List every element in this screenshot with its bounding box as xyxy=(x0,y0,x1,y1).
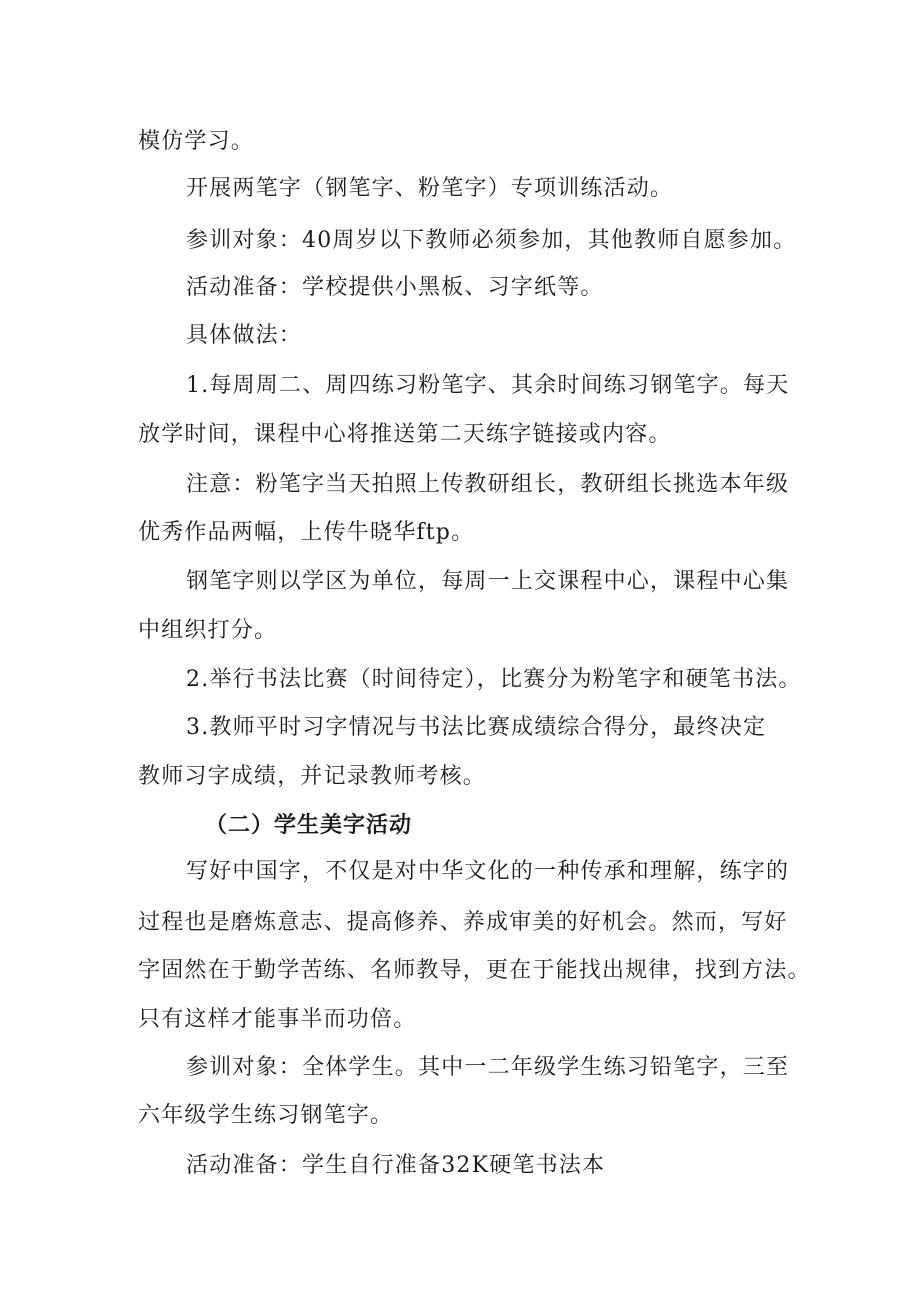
paragraph-line: 字固然在于勤学苦练、名师教导，更在于能找出规律，找到方法。 xyxy=(138,958,811,983)
paragraph-line: 活动准备：学生自行准备32K硬笔书法本 xyxy=(186,1153,606,1178)
paragraph-line: 注意：粉笔字当天拍照上传教研组长，教研组长挑选本年级 xyxy=(186,472,790,497)
paragraph-line: 活动准备：学校提供小黑板、习字纸等。 xyxy=(186,275,604,300)
paragraph-line: 过程也是磨炼意志、提高修养、养成审美的好机会。然而，写好 xyxy=(138,910,788,935)
paragraph-line: 开展两笔字（钢笔字、粉笔字）专项训练活动。 xyxy=(186,176,674,201)
paragraph-line: 只有这样才能事半而功倍。 xyxy=(138,1007,417,1032)
paragraph-line: 1.每周周二、周四练习粉笔字、其余时间练习钢笔字。每天 xyxy=(186,373,790,398)
paragraph-line: 写好中国字，不仅是对中华文化的一种传承和理解，练字的 xyxy=(186,859,790,884)
paragraph-line: 中组织打分。 xyxy=(138,618,278,643)
paragraph-line: 3.教师平时习字情况与书法比赛成绩综合得分，最终决定 xyxy=(186,715,767,740)
paragraph-line: 2.举行书法比赛（时间待定），比赛分为粉笔字和硬笔书法。 xyxy=(186,667,802,692)
paragraph-line: 参训对象：全体学生。其中一二年级学生练习铅笔字，三至 xyxy=(186,1055,790,1080)
paragraph-line: 具体做法： xyxy=(186,323,303,348)
section-heading: （二）学生美字活动 xyxy=(205,813,413,838)
paragraph-line: 放学时间，课程中心将推送第二天练字链接或内容。 xyxy=(138,422,672,447)
paragraph-line: 钢笔字则以学区为单位，每周一上交课程中心，课程中心集 xyxy=(186,569,790,594)
paragraph-line: 优秀作品两幅，上传牛晓华ftp。 xyxy=(138,520,475,545)
paragraph-line: 参训对象：40周岁以下教师必须参加，其他教师自愿参加。 xyxy=(186,228,797,253)
paragraph-line: 模仿学习。 xyxy=(138,129,255,154)
paragraph-line: 教师习字成绩，并记录教师考核。 xyxy=(138,764,487,789)
paragraph-line: 六年级学生练习钢笔字。 xyxy=(138,1103,394,1128)
